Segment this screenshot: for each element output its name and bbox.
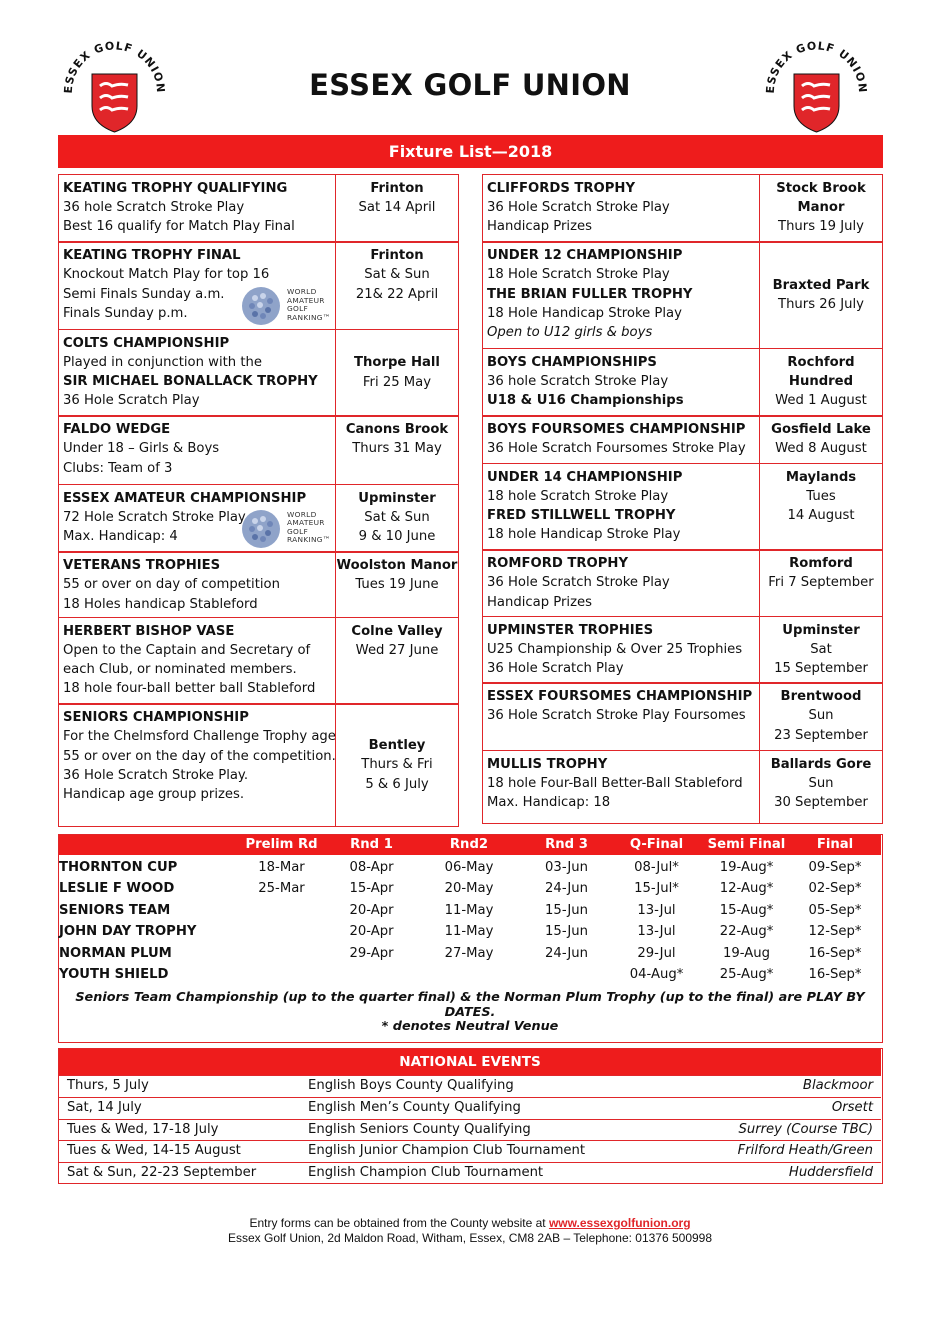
table-row	[59, 1162, 881, 1184]
fixture-venue: Thorpe Hall	[354, 355, 440, 371]
fixture-detail: Open to the Captain and Secretary of	[63, 642, 311, 658]
fixture-detail: 36 hole Scratch Stroke Play	[487, 373, 669, 389]
fixture-date: Wed 27 June	[355, 642, 439, 658]
fixtures-right-column	[482, 175, 883, 824]
wagr-text: GOLF	[287, 526, 309, 536]
cup-date: 08-Jul*	[634, 860, 679, 875]
fixture-detail: Handicap age group prizes.	[63, 787, 245, 803]
fixture-detail: 36 Hole Scratch Stroke Play	[487, 199, 670, 215]
wagr-text: GOLF	[287, 304, 309, 314]
fixture-date: Wed 8 August	[775, 441, 867, 457]
wagr-text: RANKING™	[287, 535, 331, 545]
column-header: Semi Final	[707, 837, 786, 852]
fixture-venue: Bentley	[368, 738, 426, 754]
table-row	[59, 921, 881, 942]
national-events-header: NATIONAL EVENTS	[59, 1049, 881, 1075]
cup-date: 06-May	[444, 860, 494, 875]
fixture-venue: Manor	[797, 199, 845, 215]
fixture-date: Fri 7 September	[768, 575, 874, 591]
fixture-title: ESSEX AMATEUR CHAMPIONSHIP	[63, 490, 307, 506]
fixture-title: UNDER 12 CHAMPIONSHIP	[487, 248, 683, 263]
fixture-date: 23 September	[774, 727, 868, 743]
wagr-text: AMATEUR	[287, 518, 325, 528]
fixture-detail: Semi Finals Sunday a.m.	[63, 286, 225, 302]
fixture-venue: Gosfield Lake	[771, 422, 871, 437]
fixture-detail: 55 or over on the day of the competition.	[63, 748, 336, 764]
column-header: Final	[816, 837, 854, 852]
fixture-title: BOYS FOURSOMES CHAMPIONSHIP	[487, 422, 746, 437]
table-row	[59, 857, 881, 878]
column-header: Q-Final	[629, 837, 684, 852]
fixture-date: 5 & 6 July	[365, 776, 429, 792]
fixture-date: 14 August	[787, 508, 855, 524]
fixture-detail: Handicap Prizes	[487, 594, 592, 610]
fixture-title: HERBERT BISHOP VASE	[63, 623, 235, 639]
fixture-detail: 18 hole Four-Ball Better-Ball Stableford	[487, 775, 743, 791]
event-name: English Boys County Qualifying	[308, 1078, 514, 1093]
cup-date: 03-Jun	[545, 860, 588, 875]
svg-text:ESSEX GOLF UNION: ESSEX GOLF UNION	[764, 40, 869, 94]
fixture-detail: 36 Hole Scratch Stroke Play	[487, 575, 670, 591]
fixture-item	[482, 415, 883, 464]
fixture-venue: Rochford	[787, 354, 855, 370]
neutral-venue-note: * denotes Neutral Venue	[381, 1019, 559, 1034]
fixture-item	[482, 750, 883, 824]
fixture-detail: THE BRIAN FULLER TROPHY	[487, 286, 693, 302]
fixture-date: 9 & 10 June	[358, 529, 436, 545]
column-header: Rnd 3	[545, 837, 588, 852]
event-venue: Huddersfield	[788, 1165, 873, 1181]
fixture-date: Thurs 31 May	[352, 441, 442, 457]
cup-date: 16-Sep*	[808, 967, 862, 982]
wagr-text: AMATEUR	[287, 295, 325, 305]
fixture-title: VETERANS TROPHIES	[63, 558, 221, 573]
fixture-list-banner: Fixture List—2018	[58, 135, 883, 168]
fixture-title: KEATING TROPHY FINAL	[63, 248, 241, 263]
fixture-item	[482, 348, 883, 417]
fixture-date: Sat 14 April	[358, 199, 436, 215]
fixtures-left-column	[58, 175, 459, 827]
fixture-venue: Canons Brook	[345, 422, 449, 437]
cup-date: 18-Mar	[258, 860, 305, 875]
fixture-venue: Ballards Gore	[770, 756, 872, 772]
table-row	[59, 900, 881, 921]
fixture-venue: Maylands	[785, 469, 857, 485]
fixture-detail: Finals Sunday p.m.	[63, 305, 188, 321]
event-name: English Men’s County Qualifying	[308, 1099, 521, 1115]
event-name: English Seniors County Qualifying	[308, 1121, 531, 1137]
fixture-detail: SIR MICHAEL BONALLACK TROPHY	[63, 374, 318, 390]
fixture-detail: U25 Championship & Over 25 Trophies	[487, 641, 743, 657]
fixture-item	[482, 241, 883, 349]
wagr-logo	[241, 286, 337, 328]
fixture-item	[58, 484, 459, 553]
cup-name: YOUTH SHIELD	[59, 967, 169, 982]
fixture-title: ESSEX FOURSOMES CHAMPIONSHIP	[487, 689, 753, 704]
fixture-venue: Brentwood	[780, 689, 862, 704]
fixture-date: 30 September	[774, 795, 868, 811]
fixture-detail: Best 16 qualify for Match Play Final	[63, 219, 295, 235]
table-row	[59, 943, 881, 964]
fixture-date: Thurs 19 July	[778, 219, 864, 235]
fixture-venue: Upminster	[358, 490, 436, 506]
fixture-item	[58, 703, 459, 827]
cup-date: 15-Jun	[545, 924, 588, 940]
fixture-detail: FRED STILLWELL TROPHY	[487, 508, 676, 524]
fixture-detail: 55 or over on day of competition	[63, 577, 280, 593]
fixture-detail: 36 hole Scratch Stroke Play	[63, 199, 245, 215]
event-venue: Frilford Heath/Green	[737, 1143, 873, 1159]
page-title: ESSEX GOLF UNION	[309, 68, 631, 102]
fixture-title: BOYS CHAMPIONSHIPS	[487, 354, 657, 370]
cup-date: 13-Jul	[637, 924, 676, 940]
footer-text: Entry forms can be obtained from the County website at	[249, 1216, 549, 1230]
cup-date: 11-May	[444, 902, 494, 918]
fixture-date: Sat & Sun	[364, 267, 430, 283]
fixture-detail: 18 hole Handicap Stroke Play	[487, 527, 681, 543]
fixture-date: Thurs 26 July	[778, 297, 864, 312]
fixture-venue: Frinton	[370, 248, 424, 263]
cup-name: LESLIE F WOOD	[59, 881, 175, 897]
fixture-detail: 36 Hole Scratch Stroke Play Foursomes	[487, 708, 746, 724]
column-header: Prelim Rd	[245, 837, 318, 852]
cup-date: 02-Sep*	[808, 881, 862, 897]
event-date: Sat, 14 July	[67, 1099, 142, 1115]
table-row	[59, 1097, 881, 1119]
fixture-detail: each Club, or nominated members.	[63, 662, 297, 678]
event-venue: Surrey (Course TBC)	[738, 1121, 873, 1137]
fixture-venue: Colne Valley	[351, 623, 443, 639]
fixture-venue: Hundred	[788, 373, 854, 389]
cup-schedule-table	[58, 834, 883, 1043]
fixture-venue: Stock Brook	[776, 180, 866, 196]
event-name: English Junior Champion Club Tournament	[308, 1143, 586, 1159]
event-date: Sat & Sun, 22-23 September	[67, 1165, 257, 1181]
fixture-detail: Clubs: Team of 3	[63, 460, 173, 476]
golf-ball-icon	[241, 509, 281, 549]
fixture-title: SENIORS CHAMPIONSHIP	[63, 710, 249, 725]
cup-date: 04-Aug*	[629, 967, 684, 982]
event-venue: Blackmoor	[802, 1078, 873, 1093]
fixture-title: UPMINSTER TROPHIES	[487, 622, 654, 638]
event-date: Tues & Wed, 14-15 August	[67, 1143, 241, 1159]
fixture-item	[58, 329, 459, 417]
fixture-detail: 18 Holes handicap Stableford	[63, 596, 258, 612]
cup-date: 15-Apr	[349, 881, 394, 897]
cup-date: 20-May	[444, 881, 494, 897]
fixture-detail: Played in conjunction with the	[63, 354, 262, 370]
fixture-detail: 36 Hole Scratch Stroke Play.	[63, 767, 249, 783]
fixture-venue: Woolston Manor	[336, 558, 458, 573]
fixture-date: Thurs & Fri	[361, 757, 433, 773]
fixture-date: Sun	[808, 775, 834, 791]
cup-date: 13-Jul	[637, 902, 676, 918]
cup-date: 12-Aug*	[719, 881, 774, 897]
fixture-date: Fri 25 May	[362, 374, 432, 390]
wagr-text: WORLD	[287, 287, 317, 296]
cup-date: 27-May	[444, 945, 494, 961]
fixture-item	[58, 617, 459, 705]
svg-text:ESSEX GOLF UNION: ESSEX GOLF UNION	[62, 40, 167, 94]
fixture-item	[482, 463, 883, 551]
website-link[interactable]: www.essexgolfunion.org	[548, 1216, 691, 1230]
cup-date: 12-Sep*	[808, 924, 862, 940]
fixture-item	[58, 241, 459, 330]
fixture-detail: For the Chelmsford Challenge Trophy age	[63, 729, 336, 745]
fixture-item	[482, 174, 883, 243]
cup-name: THORNTON CUP	[59, 860, 178, 875]
cup-date: 19-Aug*	[719, 860, 774, 875]
fixture-date: 21& 22 April	[355, 286, 439, 302]
fixture-title: KEATING TROPHY QUALIFYING	[63, 180, 288, 196]
cup-date: 29-Jul	[637, 945, 676, 961]
fixture-detail: Max. Handicap: 4	[63, 529, 178, 545]
play-by-dates-note: Seniors Team Championship (up to the quarter final) & the Norman Plum Trophy (up to the final) are PLAY BY DATES.	[75, 990, 865, 1020]
fixture-venue: Upminster	[782, 622, 860, 638]
event-date: Thurs, 5 July	[67, 1078, 149, 1093]
footer-line-1	[0, 1216, 940, 1231]
fixture-date: Sun	[808, 708, 834, 724]
cup-date: 05-Sep*	[808, 902, 862, 918]
fixture-detail: 72 Hole Scratch Stroke Play	[63, 509, 246, 525]
wagr-text: WORLD	[287, 509, 317, 519]
cup-date: 16-Sep*	[808, 945, 862, 961]
cup-date: 25-Aug*	[719, 967, 774, 982]
table-row	[59, 878, 881, 899]
fixture-title: CLIFFORDS TROPHY	[487, 180, 636, 196]
table-row	[59, 1119, 881, 1141]
fixture-detail: Max. Handicap: 18	[487, 795, 611, 811]
cup-date: 25-Mar	[258, 881, 305, 897]
fixture-date: Sat	[810, 641, 832, 657]
cup-date: 24-Jun	[545, 945, 588, 961]
cup-date: 20-Apr	[349, 902, 394, 918]
fixture-date: Tues	[806, 488, 836, 504]
golf-ball-icon	[241, 286, 281, 326]
cup-date: 15-Jul*	[634, 881, 679, 897]
fixture-venue: Romford	[789, 556, 853, 571]
fixture-detail: Handicap Prizes	[487, 219, 592, 235]
cup-date: 11-May	[444, 924, 494, 940]
fixture-item	[482, 616, 883, 684]
fixture-title: FALDO WEDGE	[63, 422, 171, 437]
column-header: Rnd2	[449, 837, 489, 852]
event-name: English Champion Club Tournament	[308, 1165, 544, 1181]
fixture-detail: 18 Hole Handicap Stroke Play	[487, 305, 682, 321]
wagr-logo	[241, 509, 337, 551]
fixture-venue: Braxted Park	[772, 277, 870, 293]
fixture-title: MULLIS TROPHY	[487, 756, 608, 772]
cup-name: JOHN DAY TROPHY	[59, 924, 197, 940]
cup-date: 20-Apr	[349, 924, 394, 940]
cup-name: SENIORS TEAM	[59, 902, 171, 918]
fixture-venue: Frinton	[370, 180, 424, 196]
fixture-item	[58, 174, 459, 243]
fixture-title: ROMFORD TROPHY	[487, 556, 629, 571]
fixture-item	[482, 549, 883, 617]
fixture-detail: Under 18 – Girls & Boys	[63, 441, 220, 457]
cup-date: 22-Aug*	[719, 924, 774, 940]
cup-schedule-header	[59, 835, 881, 855]
fixture-detail: Knockout Match Play for top 16	[63, 267, 270, 283]
wagr-text: RANKING™	[287, 312, 331, 322]
fixture-detail: 36 Hole Scratch Play	[487, 661, 624, 677]
fixture-detail: 18 Hole Scratch Stroke Play	[487, 267, 670, 283]
fixture-detail: 18 hole four-ball better ball Stableford	[63, 681, 316, 697]
fixture-detail: 36 Hole Scratch Play	[63, 393, 200, 409]
cup-date: 09-Sep*	[808, 860, 862, 875]
cup-date: 19-Aug	[723, 945, 770, 961]
footer	[0, 1216, 940, 1245]
fixture-detail: U18 & U16 Championships	[487, 393, 684, 409]
fixture-detail: Open to U12 girls & boys	[487, 325, 653, 341]
cup-name: NORMAN PLUM	[59, 945, 172, 961]
fixture-item	[58, 415, 459, 485]
fixture-item	[58, 551, 459, 618]
cup-date: 29-Apr	[349, 945, 394, 961]
cup-date: 24-Jun	[545, 881, 588, 897]
fixture-title: UNDER 14 CHAMPIONSHIP	[487, 469, 683, 485]
fixture-date: 15 September	[774, 661, 868, 677]
footer-address: Essex Golf Union, 2d Maldon Road, Witham, Essex, CM8 2AB – Telephone: 01376 500998	[227, 1230, 713, 1245]
event-venue: Orsett	[831, 1099, 873, 1115]
cup-date: 15-Aug*	[719, 902, 774, 918]
fixture-date: Sat & Sun	[364, 509, 430, 525]
cup-date: 08-Apr	[349, 860, 394, 875]
fixture-item	[482, 682, 883, 751]
table-row	[59, 1075, 881, 1097]
cup-date: 15-Jun	[545, 902, 588, 918]
column-header: Rnd 1	[350, 837, 393, 852]
table-row	[59, 1140, 881, 1162]
fixture-date: Wed 1 August	[775, 393, 867, 409]
fixture-date: Tues 19 June	[355, 577, 439, 593]
fixture-detail: 36 Hole Scratch Foursomes Stroke Play	[487, 441, 746, 457]
fixture-title: COLTS CHAMPIONSHIP	[63, 335, 230, 351]
table-row	[59, 964, 881, 985]
event-date: Tues & Wed, 17-18 July	[67, 1121, 219, 1137]
fixture-detail: 18 hole Scratch Stroke Play	[487, 488, 669, 504]
national-events-table	[58, 1048, 883, 1184]
